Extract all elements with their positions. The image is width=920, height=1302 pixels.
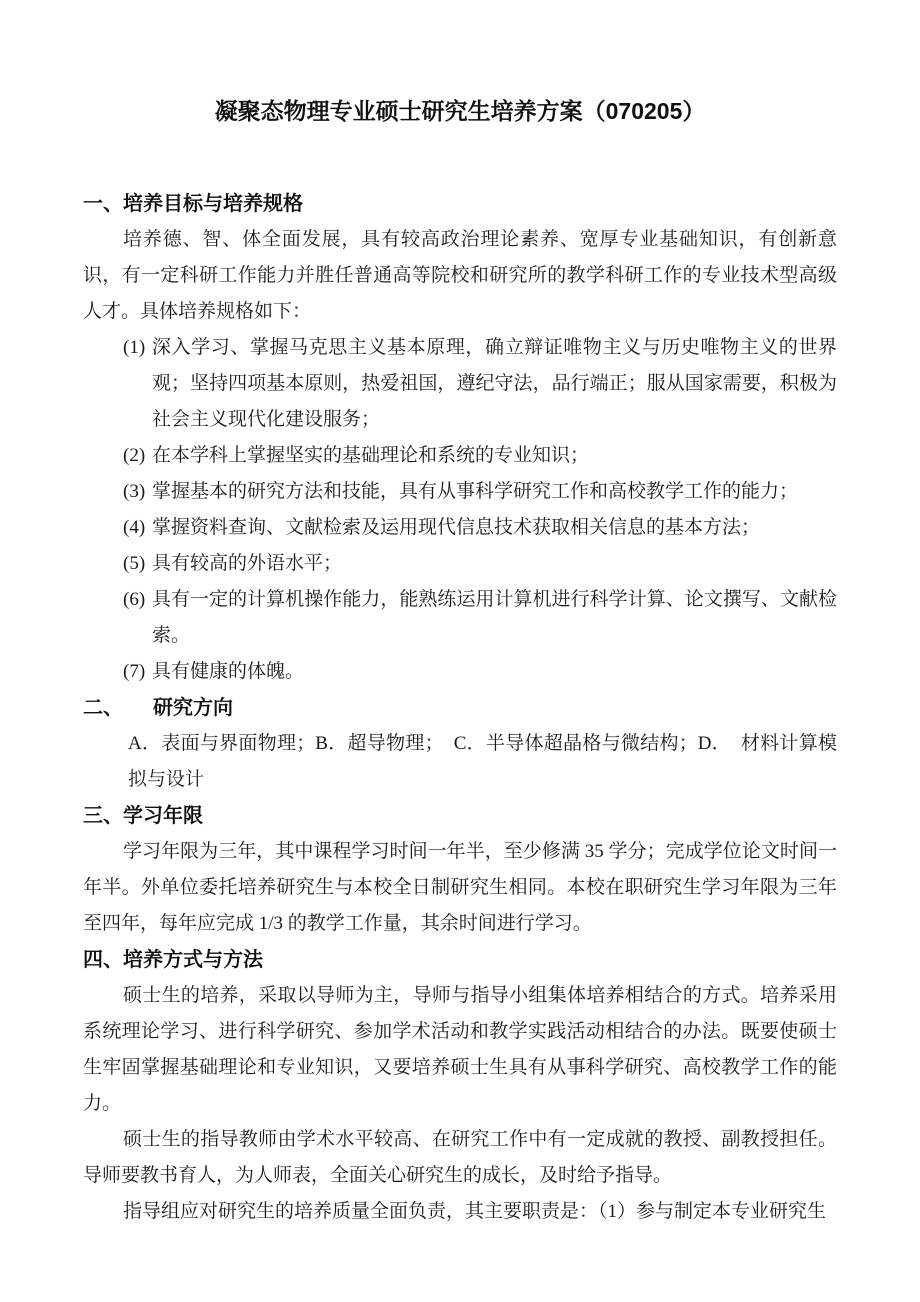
section-2-number: 二、 (83, 697, 123, 719)
list-item-2-number: (2) (123, 445, 146, 466)
list-item-5 (83, 546, 837, 582)
requirements-list (83, 330, 837, 690)
list-item-4-number: (4) (123, 517, 146, 538)
training-methods-paragraph-1: 硕士生的培养，采取以导师为主，导师与指导小组集体培养相结合的方式。培养采用系统理论学习、进行科学研究、参加学术活动和教学实践活动相结合的办法。既要使硕士生牢固掌握基础理论和专业知识，又要培养硕士生具有从事科学研究、高校教学工作的能力。 (83, 985, 837, 1114)
list-item-6-text: 具有一定的计算机操作能力，能熟练运用计算机进行科学计算、论文撰写、文献检索。 (152, 589, 837, 646)
list-item-2 (83, 438, 837, 474)
training-methods-paragraph-3: 指导组应对研究生的培养质量全面负责，其主要职责是：（1）参与制定本专业研究生 (123, 1201, 827, 1222)
list-item-7-text: 具有健康的体魄。 (152, 661, 305, 682)
section-4-heading: 四、培养方式与方法 (83, 949, 263, 971)
training-methods-paragraph-2: 硕士生的指导教师由学术水平较高、在研究工作中有一定成就的教授、副教授担任。导师要教书育人，为人师表，全面关心研究生的成长，及时给予指导。 (83, 1129, 837, 1186)
list-item-5-text: 具有较高的外语水平； (152, 553, 343, 574)
list-item-7-number: (7) (123, 661, 146, 682)
list-item-3-text: 掌握基本的研究方法和技能，具有从事科学研究工作和高校教学工作的能力； (152, 481, 799, 502)
list-item-3 (83, 474, 837, 510)
document-title: 凝聚态物理专业硕士研究生培养方案（070205） (214, 98, 706, 124)
list-item-1-text: 深入学习、掌握马克思主义基本原理，确立辩证唯物主义与历史唯物主义的世界观；坚持四项基本原则，热爱祖国，遵纪守法，品行端正；服从国家需要，积极为社会主义现代化建设服务； (152, 337, 837, 430)
list-item-5-number: (5) (123, 553, 146, 574)
list-item-1-number: (1) (123, 337, 146, 358)
research-directions-paragraph: A．表面与界面物理；B．超导物理； C．半导体超晶格与微结构；D． 材料计算模拟与设计 (128, 733, 837, 790)
section-study-duration (83, 798, 837, 942)
list-item-2-text: 在本学科上掌握坚实的基础理论和系统的专业知识； (152, 445, 590, 466)
section-1-heading: 一、培养目标与培养规格 (83, 193, 303, 215)
section-2-heading-text: 研究方向 (153, 697, 233, 719)
list-item-4-text: 掌握资料查询、文献检索及运用现代信息技术获取相关信息的基本方法； (152, 517, 761, 538)
list-item-7 (83, 654, 837, 690)
list-item-4 (83, 510, 837, 546)
section-training-goals (83, 186, 837, 690)
section-2-heading (83, 690, 837, 726)
list-item-6-number: (6) (123, 589, 146, 610)
section-research-directions (83, 690, 837, 798)
study-duration-paragraph: 学习年限为三年，其中课程学习时间一年半，至少修满 35 学分；完成学位论文时间一年半。外单位委托培养研究生与本校全日制研究生相同。本校在职研究生学习年限为三年至四年，每年应完成 1/3 的教学工作量，其余时间进行学习。 (83, 841, 837, 934)
list-item-1 (83, 330, 837, 438)
section-3-heading: 三、学习年限 (83, 805, 203, 827)
section-1-intro-paragraph: 培养德、智、体全面发展，具有较高政治理论素养、宽厚专业基础知识，有创新意识，有一定科研工作能力并胜任普通高等院校和研究所的教学科研工作的专业技术型高级人才。具体培养规格如下： (83, 229, 837, 322)
list-item-3-number: (3) (123, 481, 146, 502)
section-training-methods (83, 942, 837, 1230)
list-item-6 (83, 582, 837, 654)
